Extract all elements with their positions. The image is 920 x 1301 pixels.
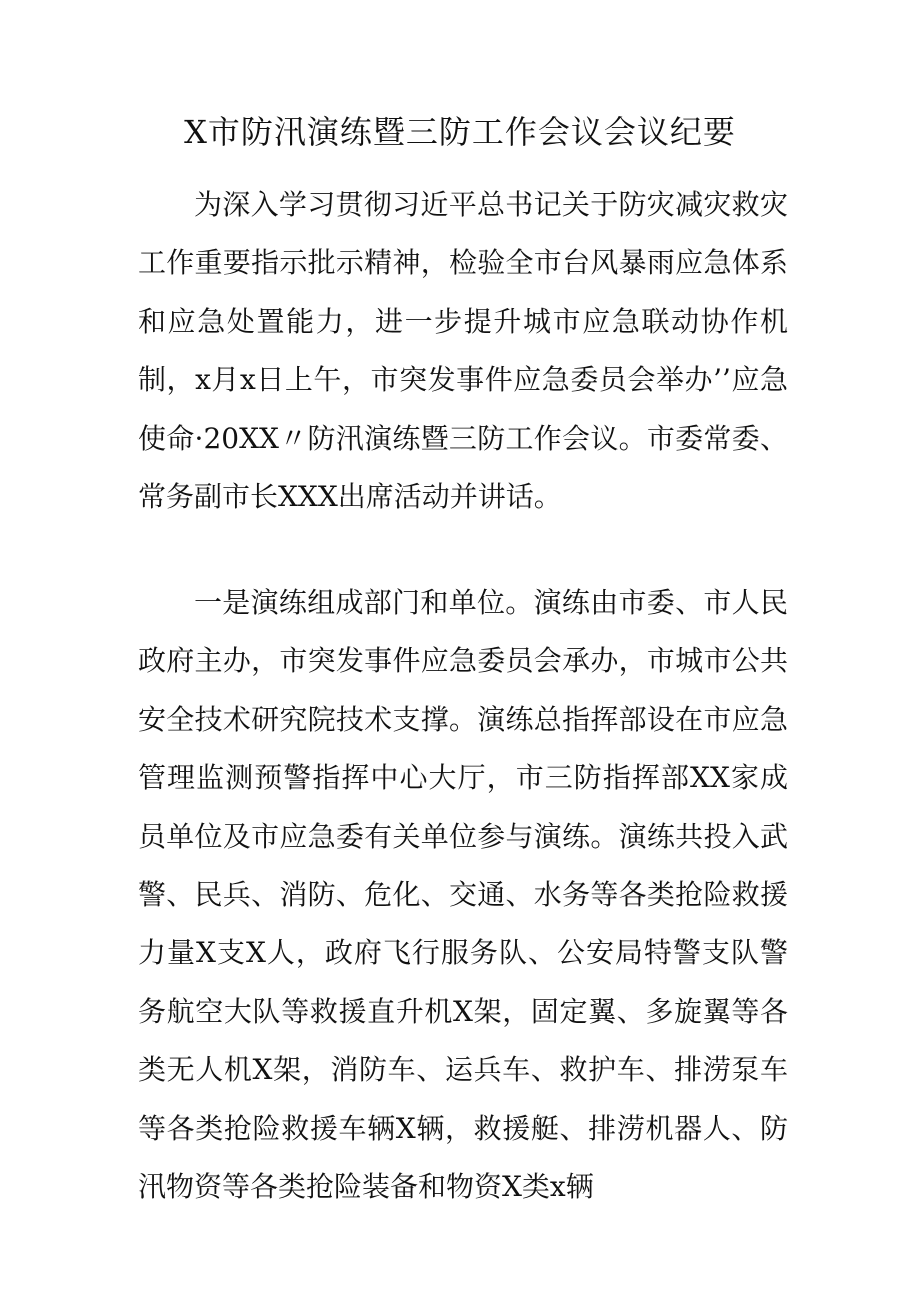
document-title: X市防汛演练暨三防工作会议会议纪要 bbox=[184, 113, 736, 151]
intro-paragraph: 为深入学习贯彻习近平总书记关于防灾减灾救灾工作重要指示批示精神，检验全市台风暴雨应急体系和应急处置能力，进一步提升城市应急联动协作机制，x月x日上午，市突发事件应急委员会举办’’应急使命·20XX〃防汛演练暨三防工作会议。市委常委、常务副市长XXX出席活动并讲话。 bbox=[138, 188, 788, 514]
section-one-paragraph: 一是演练组成部门和单位。演练由市委、市人民政府主办，市突发事件应急委员会承办，市城市公共安全技术研究院技术支撑。演练总指挥部设在市应急管理监测预警指挥中心大厅，市三防指挥部XX家成员单位及市应急委有关单位参与演练。演练共投入武警、民兵、消防、危化、交通、水务等各类抢险救援力量X支X人，政府飞行服务队、公安局特警支队警务航空大队等救援直升机X架，固定翼、多旋翼等各类无人机X架，消防车、运兵车、救护车、排涝泵车等各类抢险救援车辆X辆，救援艇、排涝机器人、防汛物资等各类抢险装备和物资X类x辆 bbox=[138, 586, 788, 1204]
